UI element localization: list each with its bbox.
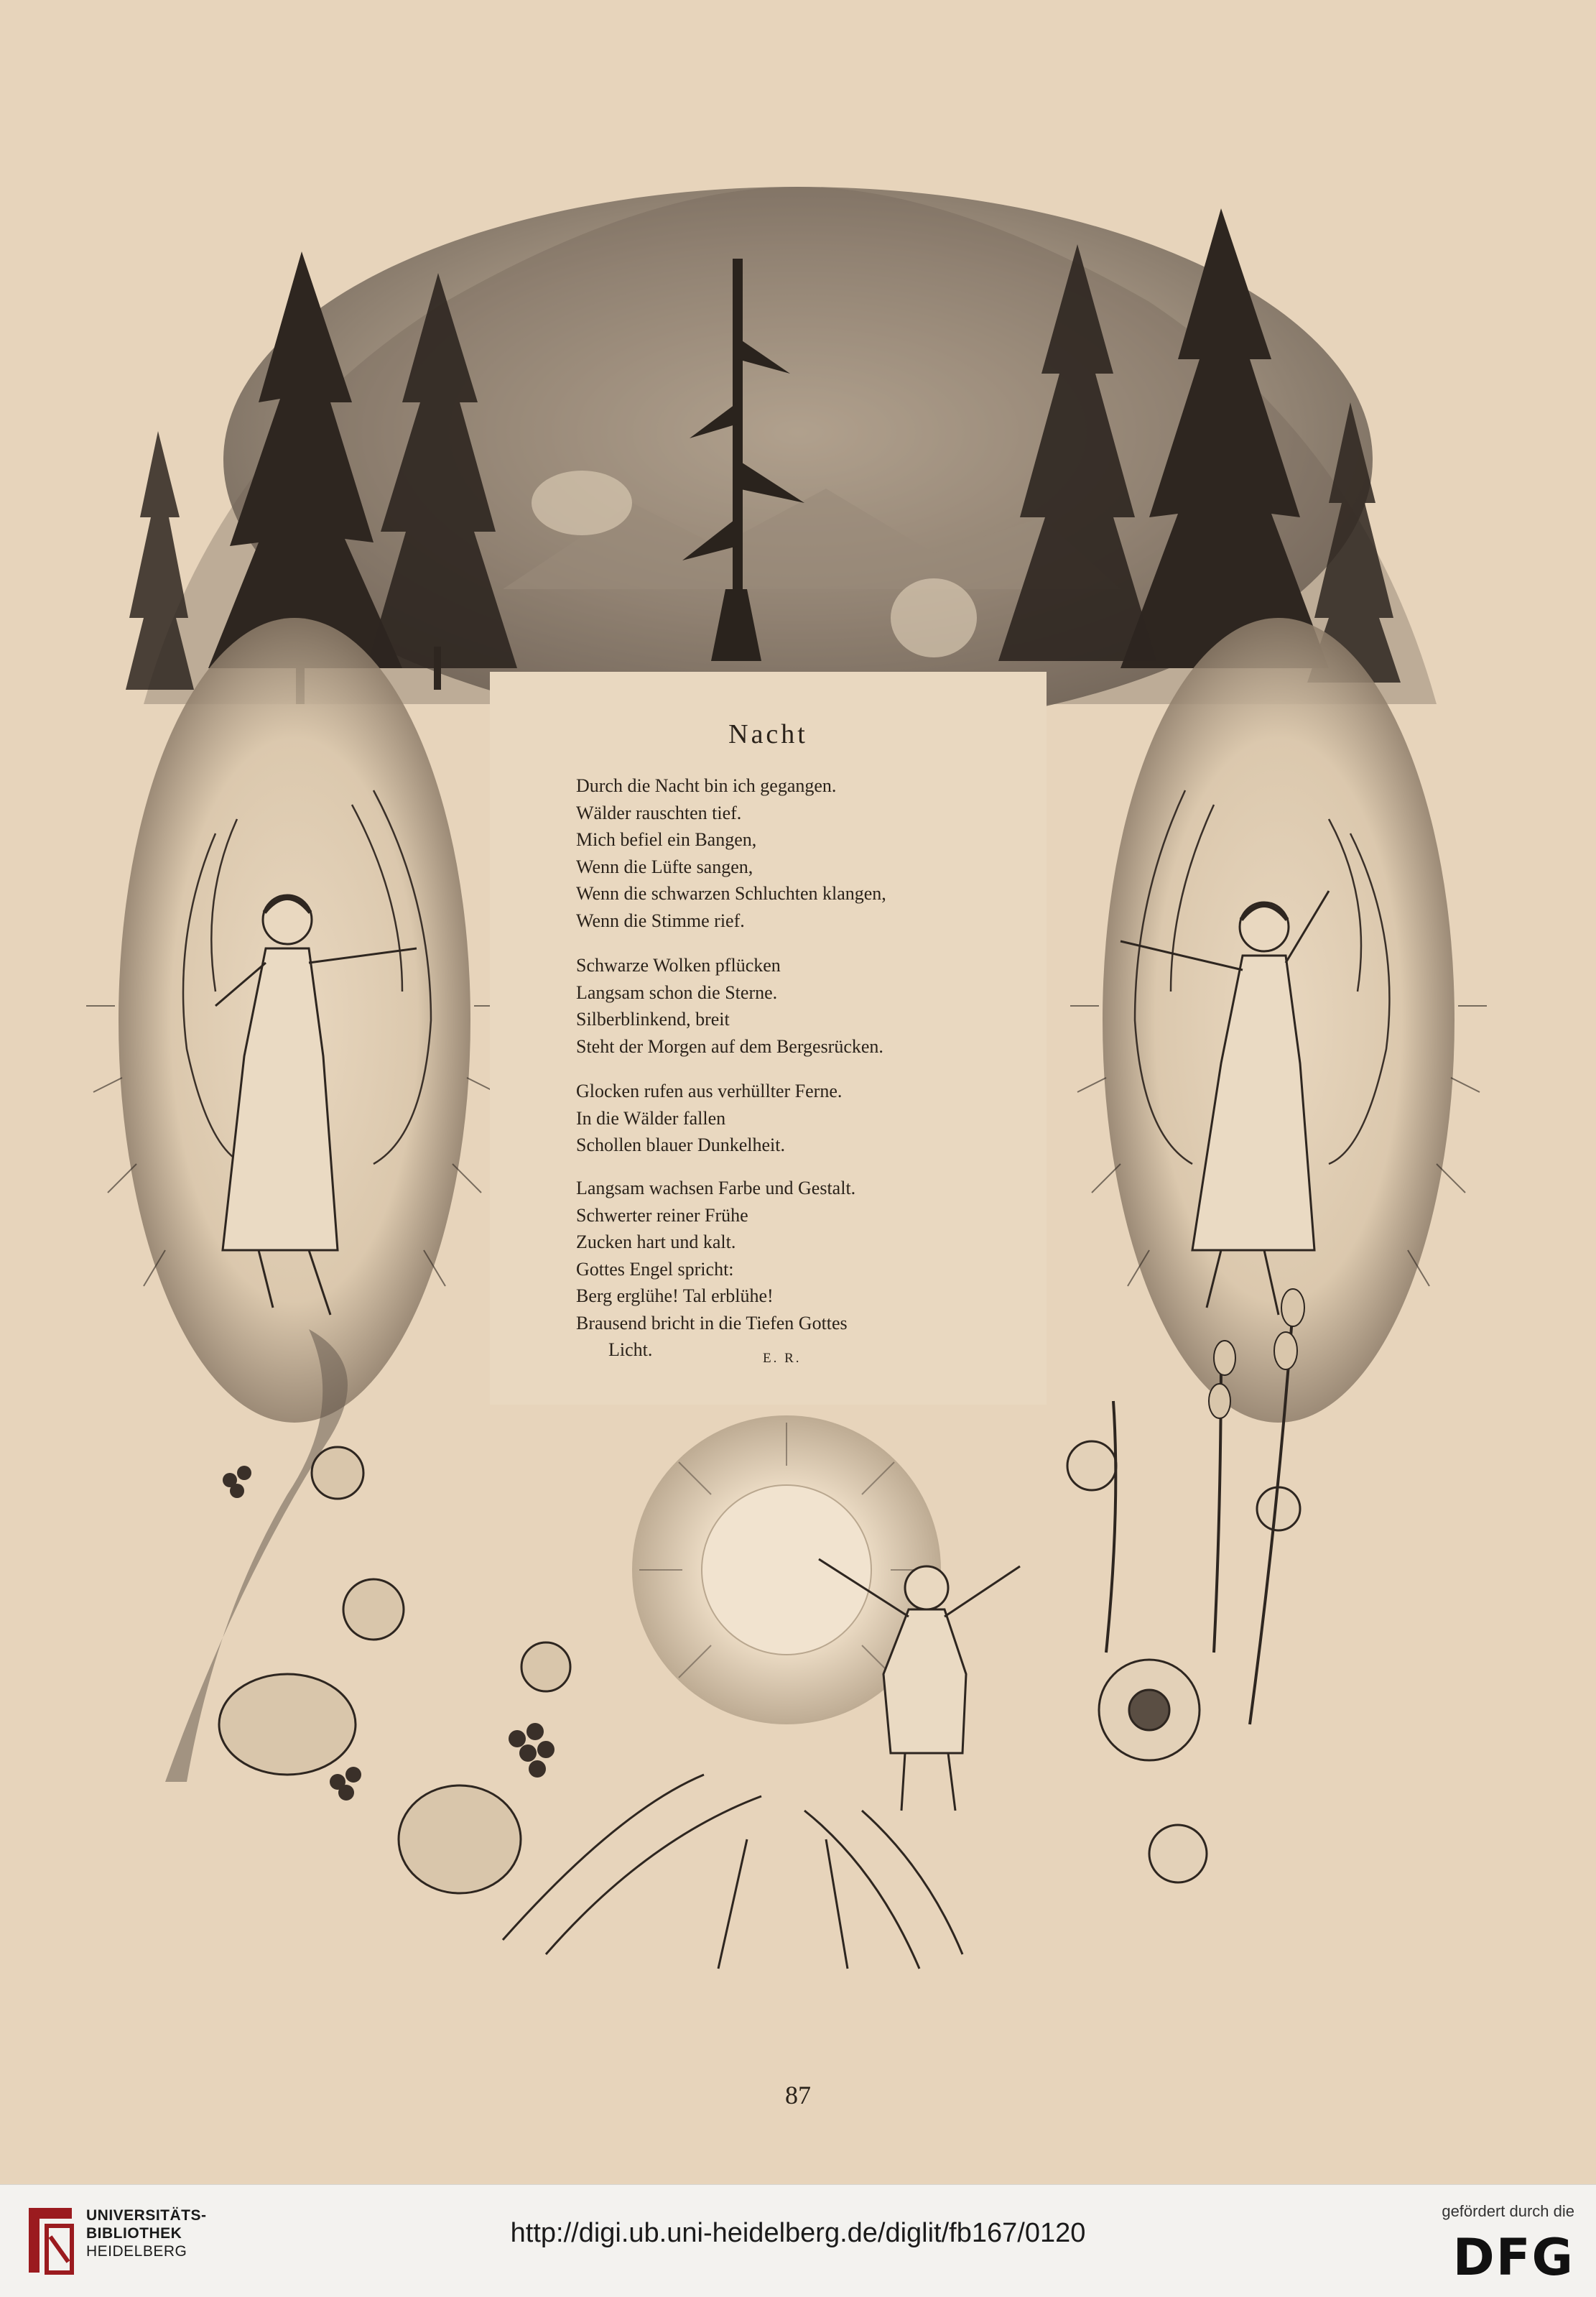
dfg-logo[interactable]: DFG [1452,2228,1574,2287]
sponsor-label: gefördert durch die [1442,2202,1574,2220]
stanza-2 [576,952,1036,1060]
left-angel [86,618,503,1423]
poem-line: Schwerter reiner Frühe [576,1204,748,1226]
poem-line: Wenn die schwarzen Schluchten klangen, [576,883,886,904]
library-name-line: BIBLIOTHEK [86,2225,182,2242]
library-name-line: HEIDELBERG [86,2243,187,2260]
poem-line: Brausend bricht in die Tiefen Gottes [576,1312,848,1334]
poem-line: Durch die Nacht bin ich gegangen. [576,775,837,796]
poem-line: Schollen blauer Dunkelheit. [576,1134,785,1155]
poem-line: Langsam wachsen Farbe und Gestalt. [576,1178,856,1198]
stanza-1 [576,772,1036,934]
poem-line: Wälder rauschten tief. [576,802,742,823]
poem-title: Nacht [728,719,808,749]
poem-line: Silberblinkend, breit [576,1009,730,1030]
stanza-3 [576,1078,1036,1159]
poem-line: Steht der Morgen auf dem Bergesrücken. [576,1035,883,1057]
poem-line: Zucken hart und kalt. [576,1231,736,1252]
poem-line: Licht. [608,1339,653,1360]
poem-line: Wenn die Stimme rief. [576,910,745,931]
poem-line: In die Wälder fallen [576,1107,726,1129]
poem-panel [490,672,1047,1405]
library-name-line: UNIVERSITÄTS- [86,2207,207,2224]
stanza-4 [576,1175,1036,1364]
poem-line: Langsam schon die Sterne. [576,981,778,1003]
poem-line: Gottes Engel spricht: [576,1258,734,1280]
author-signature: E. R. [763,1351,802,1366]
right-angel [1070,618,1487,1423]
poem-line: Glocken rufen aus verhüllter Ferne. [576,1081,843,1101]
page-number: 87 [785,2081,811,2109]
source-url-link[interactable]: http://digi.ub.uni-heidelberg.de/diglit/fb167/0120 [510,2218,1086,2248]
poem-line: Wenn die Lüfte sangen, [576,856,753,877]
poem-line: Mich befiel ein Bangen, [576,829,757,850]
viewer-footer [0,2184,1596,2297]
poem-line: Berg erglühe! Tal erblühe! [576,1285,774,1306]
poem-line: Schwarze Wolken pflücken [576,955,781,976]
